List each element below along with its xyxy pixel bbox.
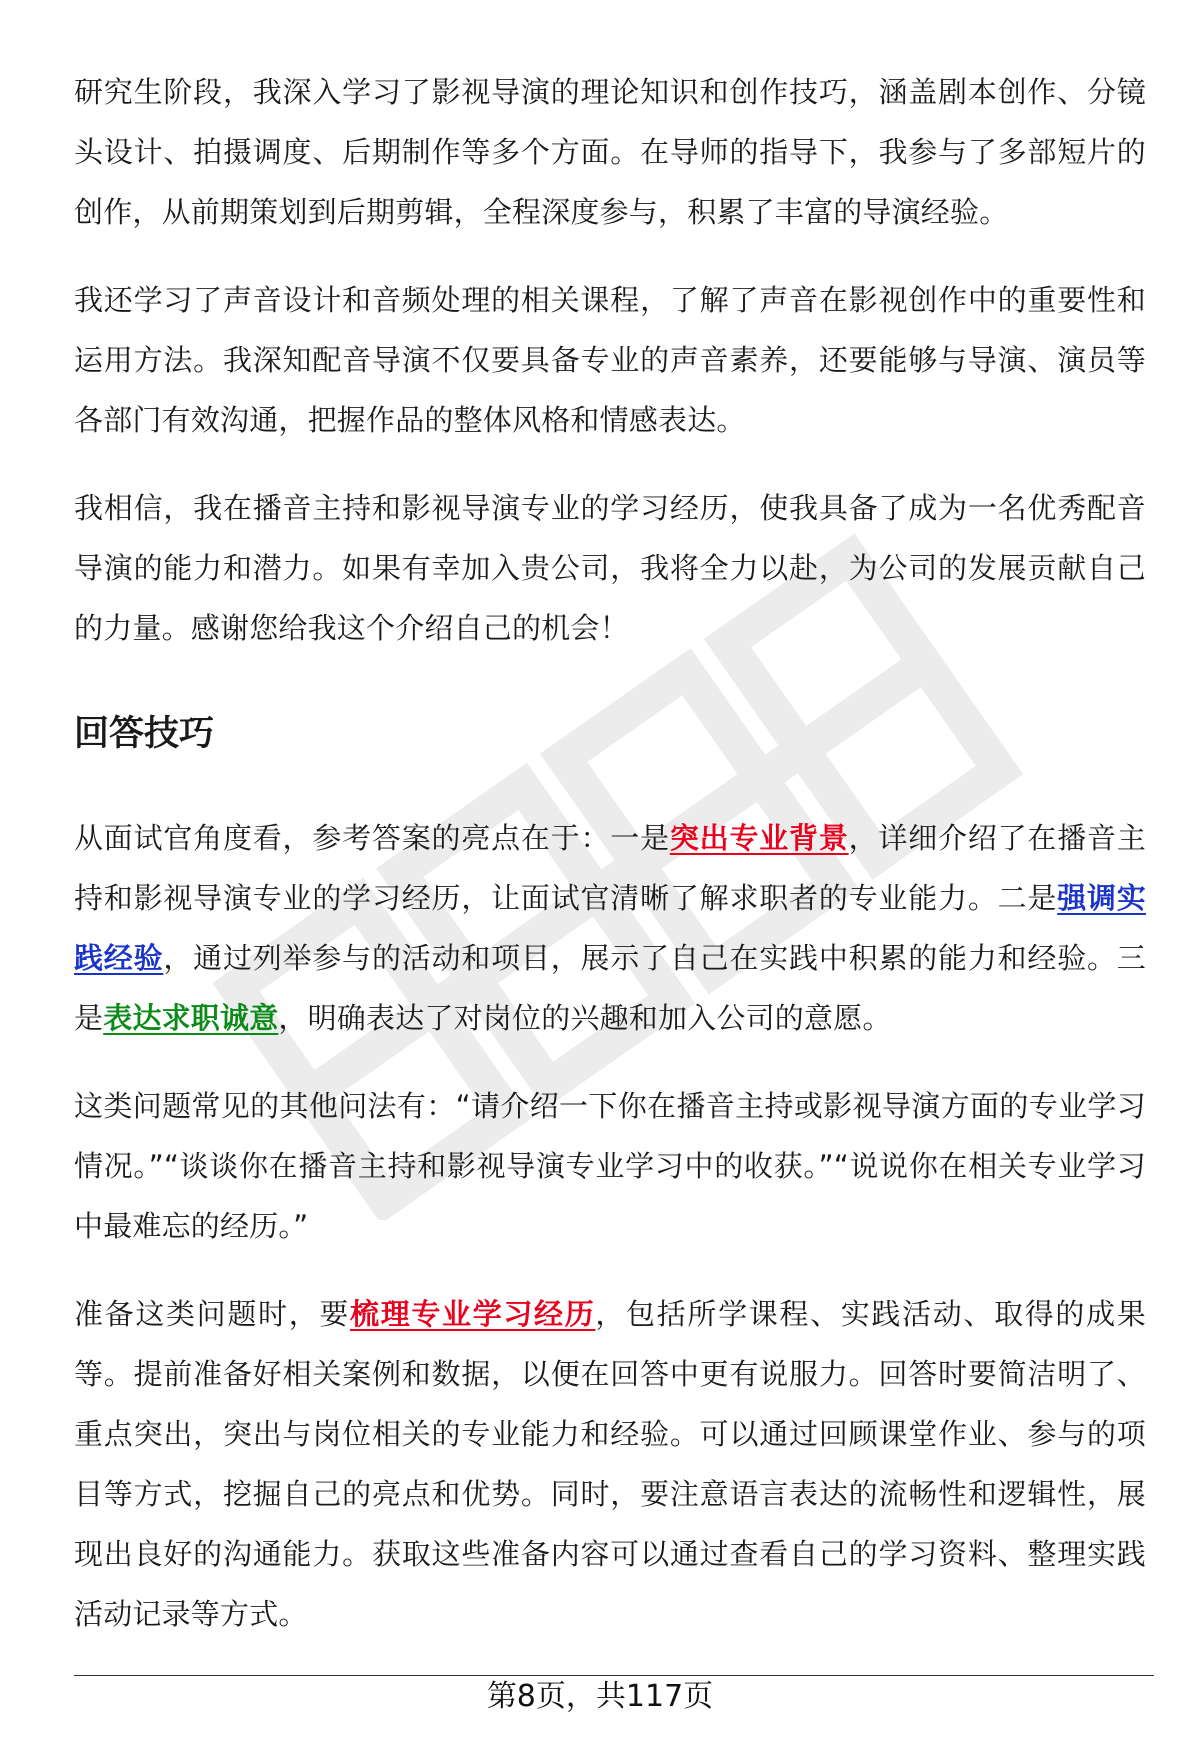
paragraph-conclusion: 我相信，我在播音主持和影视导演专业的学习经历，使我具备了成为一名优秀配音导演的能力和潜力。如果有幸加入贵公司，我将全力以赴，为公司的发展贡献自己的力量。感谢您给我这个介绍自己的机会！: [74, 491, 1146, 645]
highlight-job-sincerity: 表达求职诚意: [103, 1001, 279, 1035]
document-page: [74, 62, 1146, 1672]
footer-divider: [74, 1675, 1154, 1676]
paragraph-graduate-study: 研究生阶段，我深入学习了影视导演的理论知识和创作技巧，涵盖剧本创作、分镜头设计、拍摄调度、后期制作等多个方面。在导师的指导下，我参与了多部短片的创作，从前期策划到后期剪辑，全程深度参与，积累了丰富的导演经验。: [74, 75, 1146, 229]
text-segment: 从面试官角度看，参考答案的亮点在于：一是: [74, 821, 670, 855]
highlight-professional-background: 突出专业背景: [669, 821, 849, 855]
page-number: 第8页，共117页: [486, 1679, 714, 1714]
paragraph-preparation: [74, 1284, 1146, 1644]
text-segment: ，通过列举参与的活动和项目，展示了自己在实践中积累的能力和经验。三是: [74, 941, 1146, 1035]
section-heading: 回答技巧: [74, 714, 215, 754]
highlight-practical-experience: 强调实践经验: [74, 881, 1146, 975]
text-segment: ，包括所学课程、实践活动、取得的成果等。提前准备好相关案例和数据，以便在回答中更有说服力。回答时要简洁明了、重点突出，突出与岗位相关的专业能力和经验。可以通过回顾课堂作业、参与的项目等方式，挖掘自己的亮点和优势。同时，要注意语言表达的流畅性和逻辑性，展现出良好的沟通能力。获取这些准备内容可以通过查看自己的学习资料、整理实践活动记录等方式。: [74, 1297, 1146, 1631]
paragraph-highlights: [74, 808, 1146, 1048]
text-segment: 准备这类问题时，要: [74, 1297, 351, 1331]
highlight-study-experience: 梳理专业学习经历: [350, 1297, 596, 1331]
text-segment: ，明确表达了对岗位的兴趣和加入公司的意愿。: [278, 1001, 892, 1035]
text-segment: ，详细介绍了在播音主持和影视导演专业的学习经历，让面试官清晰了解求职者的专业能力。二是: [74, 821, 1146, 915]
paragraph-sound-design: 我还学习了声音设计和音频处理的相关课程，了解了声音在影视创作中的重要性和运用方法。我深知配音导演不仅要具备专业的声音素养，还要能够与导演、演员等各部门有效沟通，把握作品的整体风格和情感表达。: [74, 283, 1146, 437]
paragraph-other-questions: 这类问题常见的其他问法有：“请介绍一下你在播音主持或影视导演方面的专业学习情况。”“谈谈你在播音主持和影视导演专业学习中的收获。”“说说你在相关专业学习中最难忘的经历。”: [74, 1089, 1146, 1243]
